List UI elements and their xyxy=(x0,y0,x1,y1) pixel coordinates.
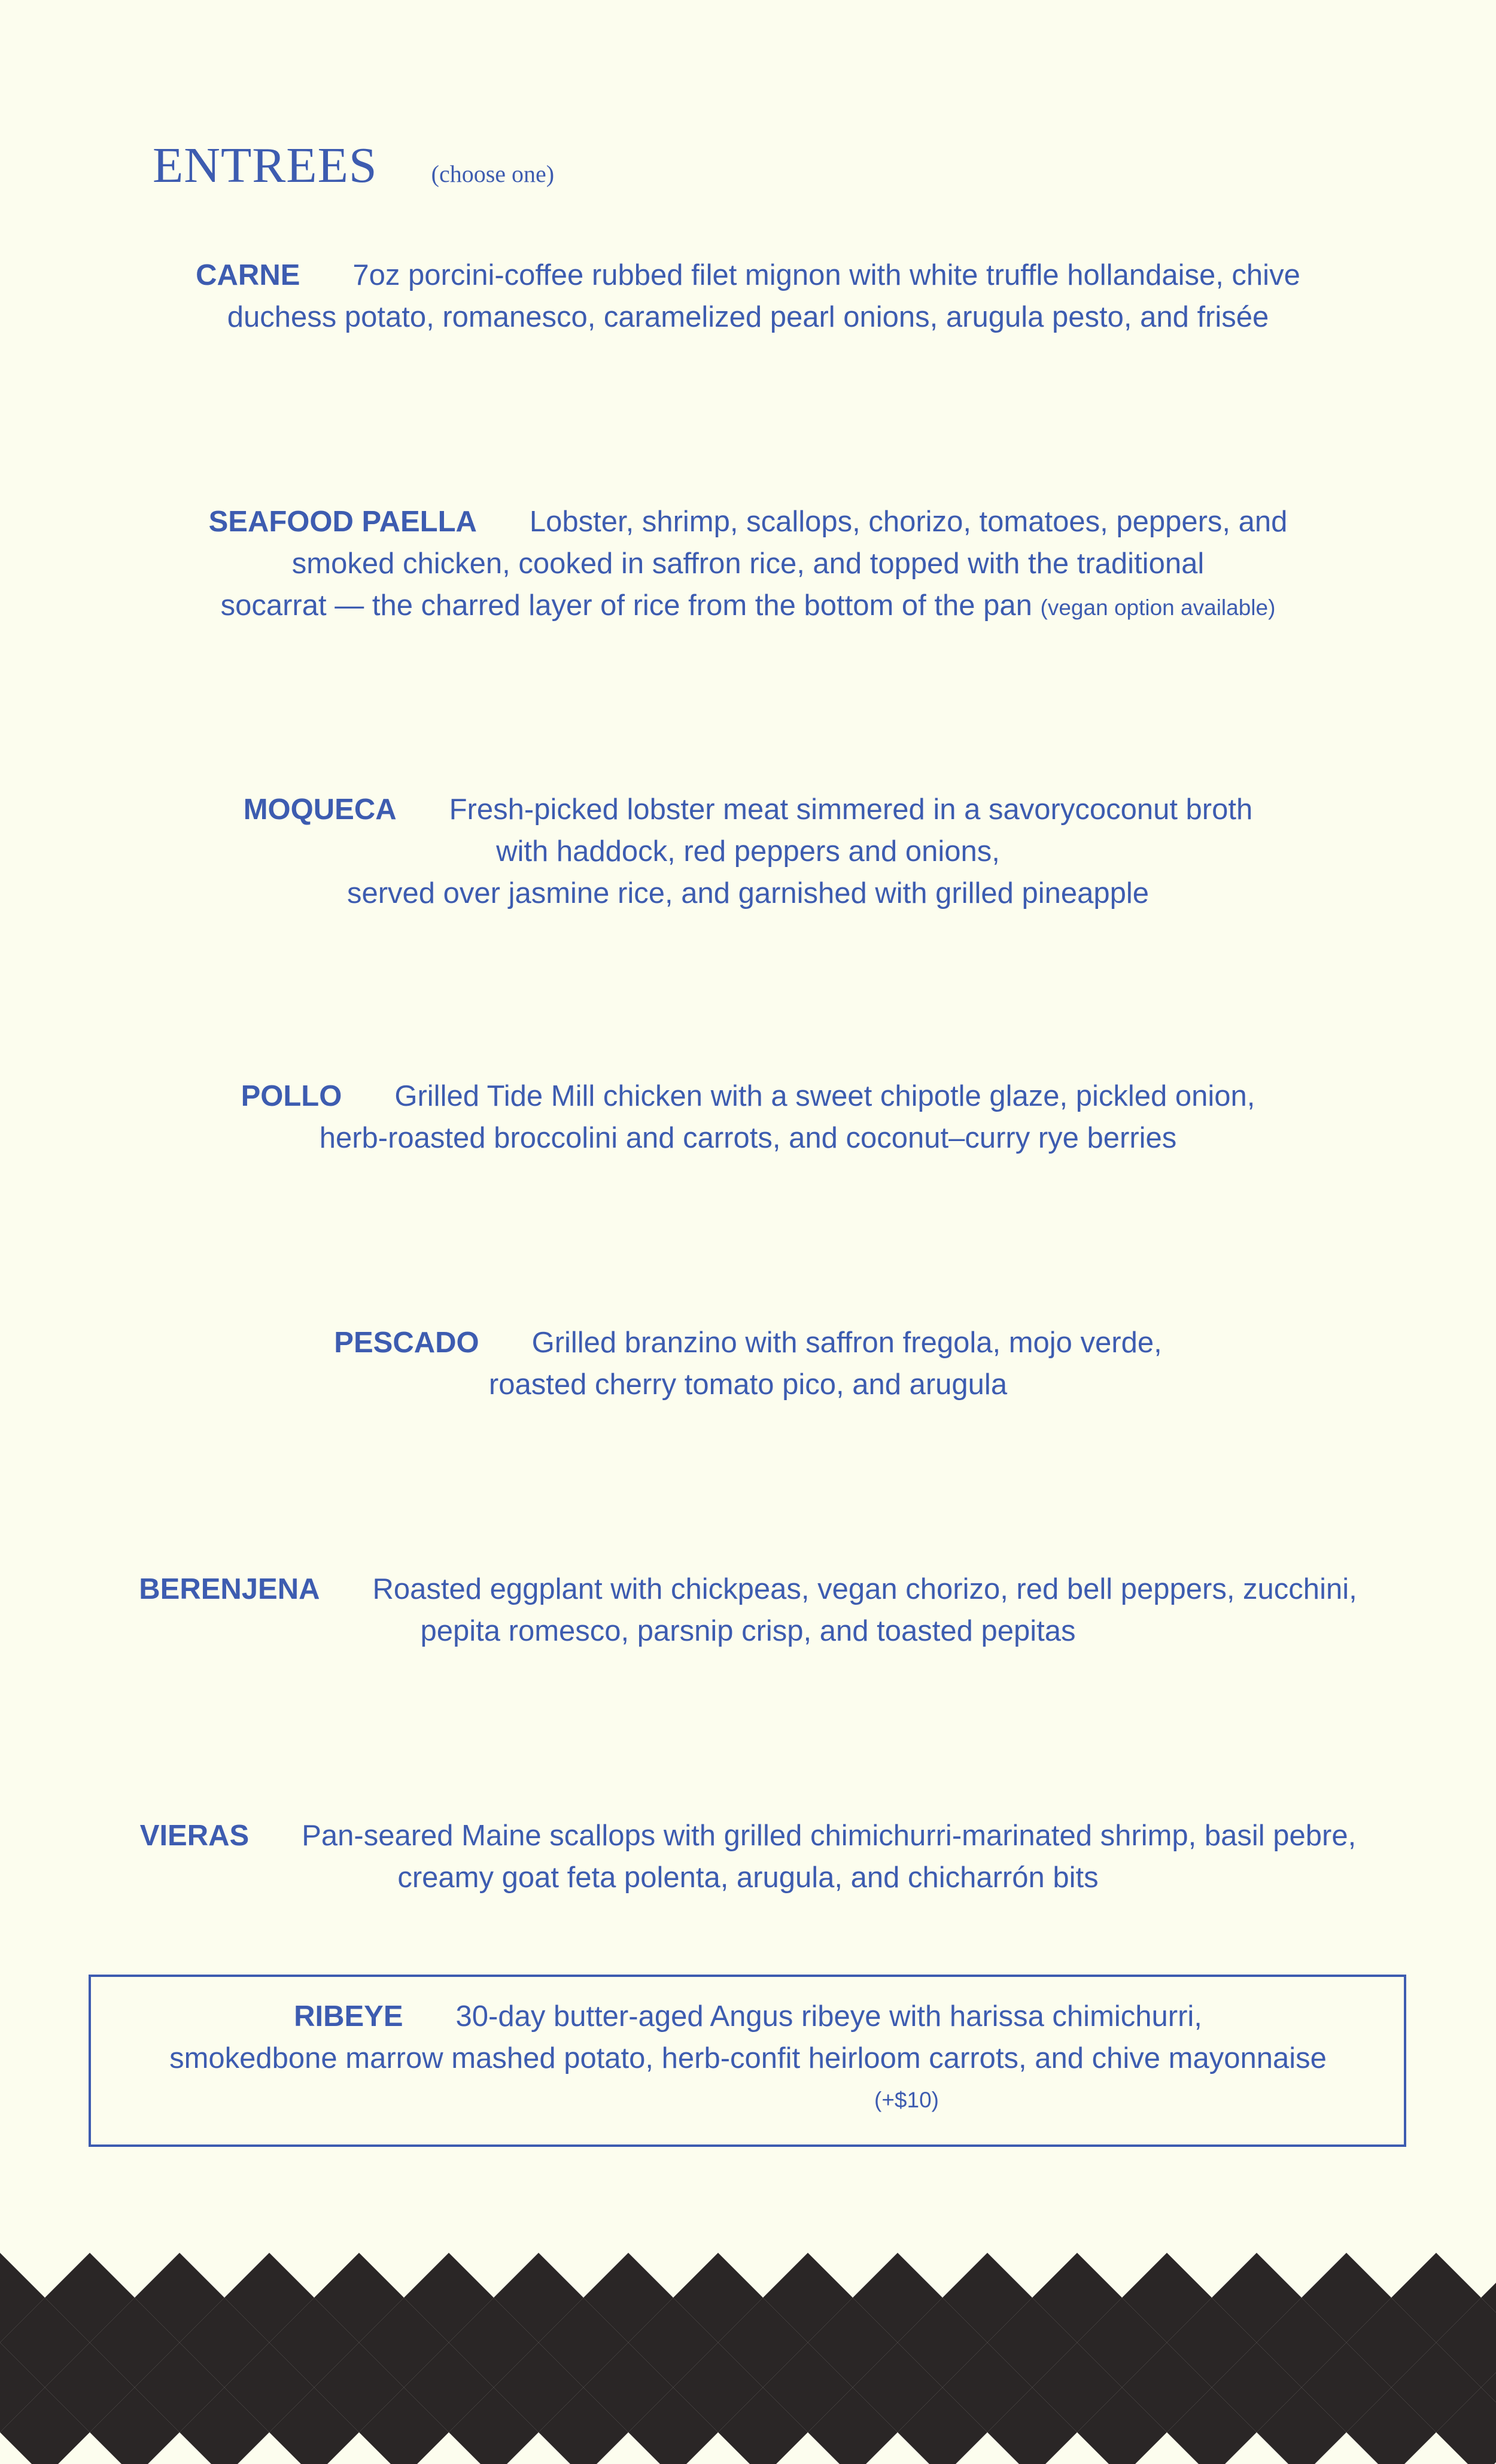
section-subtitle: (choose one) xyxy=(431,160,555,187)
vegan-option-note: (vegan option available) xyxy=(1040,595,1276,620)
entree-description-line: MOQUECA Fresh-picked lobster meat simmered in a savorycoconut broth xyxy=(243,793,1253,826)
entree-description-line: served over jasmine rice, and garnished with grilled pineapple xyxy=(346,877,1150,909)
entree-name: BERENJENA xyxy=(139,1573,320,1605)
diamond-pattern-decoration xyxy=(0,2250,1496,2464)
entree-description-line: herb-roasted broccolini and carrots, and coconut–curry rye berries xyxy=(319,1122,1177,1154)
entree-description-line: SEAFOOD PAELLA Lobster, shrimp, scallops, chorizo, tomatoes, peppers, and xyxy=(208,506,1288,538)
entree-name: SEAFOOD PAELLA xyxy=(208,506,477,538)
entree-description-line: VIERAS Pan-seared Maine scallops with grilled chimichurri-marinated shrimp, basil pebre, xyxy=(139,1820,1357,1852)
entree-description-line: with haddock, red peppers and onions, xyxy=(496,835,1000,868)
entree-name: VIERAS xyxy=(139,1820,250,1852)
entree-name: CARNE xyxy=(196,259,300,291)
entree-name: PESCADO xyxy=(334,1327,479,1359)
entree-description-line: smokedbone marrow mashed potato, herb-confit heirloom carrots, and chive mayonnaise xyxy=(169,2042,1327,2074)
entree-carne xyxy=(0,254,1496,338)
entree-seafood-paella xyxy=(0,501,1496,629)
entree-name: RIBEYE xyxy=(294,2000,403,2033)
entree-moqueca xyxy=(0,789,1496,914)
entree-name: MOQUECA xyxy=(243,793,397,826)
entree-description-line: RIBEYE 30-day butter-aged Angus ribeye with harissa chimichurri, xyxy=(294,2000,1202,2033)
entree-vieras xyxy=(0,1815,1496,1899)
entree-description-line: POLLO Grilled Tide Mill chicken with a sweet chipotle glaze, pickled onion, xyxy=(241,1080,1255,1112)
entree-description-line: duchess potato, romanesco, caramelized pearl onions, arugula pesto, and frisée xyxy=(227,301,1269,333)
entree-description-line: socarrat — the charred layer of rice from the bottom of the pan (vegan option available) xyxy=(220,589,1276,622)
upcharge-price: (+$10) xyxy=(874,2088,939,2112)
entree-description-line: BERENJENA Roasted eggplant with chickpeas, vegan chorizo, red bell peppers, zucchini, xyxy=(139,1573,1357,1605)
entree-description-line: pepita romesco, parsnip crisp, and toasted pepitas xyxy=(420,1615,1076,1647)
diamond-shapes xyxy=(0,2253,1496,2464)
entree-name: POLLO xyxy=(241,1080,342,1112)
entree-berenjena xyxy=(0,1568,1496,1652)
entree-description-line: roasted cherry tomato pico, and arugula xyxy=(488,1368,1008,1401)
entree-description-line: CARNE 7oz porcini-coffee rubbed filet mignon with white truffle hollandaise, chive xyxy=(196,259,1300,291)
section-title: ENTREES xyxy=(153,138,378,193)
page-header xyxy=(153,136,554,194)
entree-pollo xyxy=(0,1075,1496,1159)
entree-pescado xyxy=(0,1322,1496,1406)
entree-description-line: creamy goat feta polenta, arugula, and chicharrón bits xyxy=(397,1861,1099,1894)
entree-ribeye xyxy=(0,1995,1496,2121)
entree-description-line: PESCADO Grilled branzino with saffron fregola, mojo verde, xyxy=(334,1327,1162,1359)
entree-description-line: smoked chicken, cooked in saffron rice, and topped with the traditional xyxy=(291,547,1205,580)
